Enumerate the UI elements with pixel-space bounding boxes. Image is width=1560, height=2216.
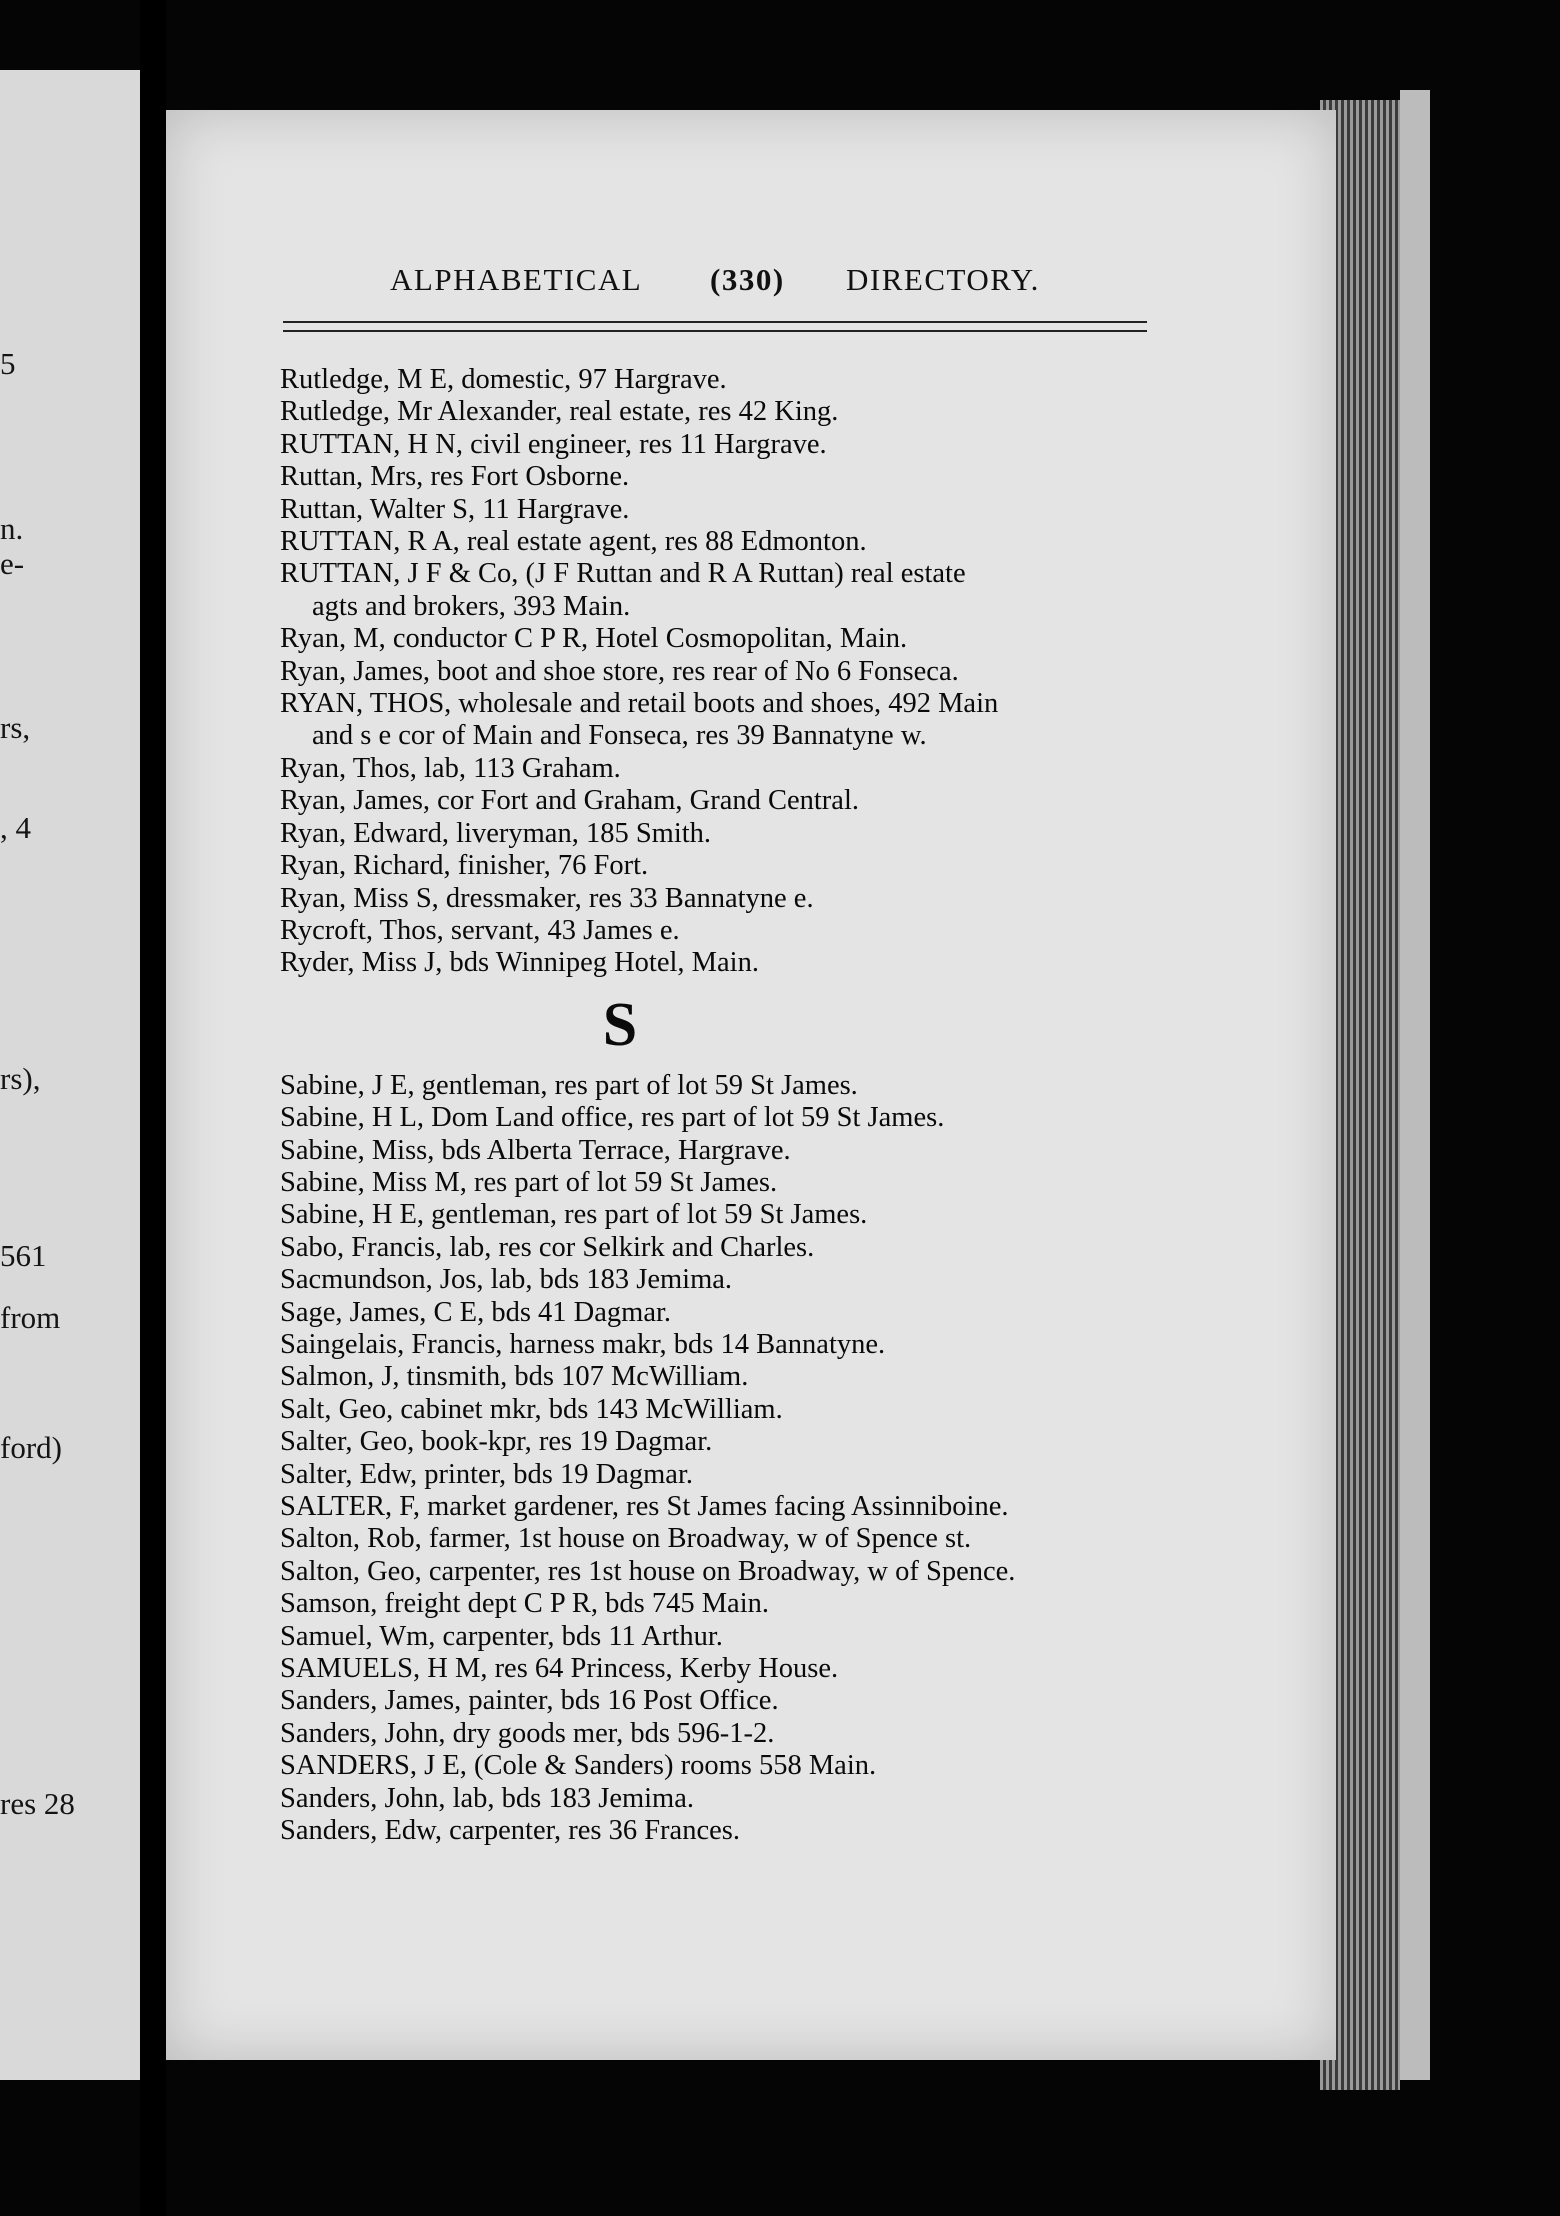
directory-entry: Sanders, John, lab, bds 183 Jemima. xyxy=(280,1782,695,1814)
directory-entry: Saingelais, Francis, harness makr, bds 14 Bannatyne. xyxy=(280,1328,886,1360)
header-rule xyxy=(283,321,1147,323)
left-page-fragment: rs), xyxy=(0,1061,41,1096)
directory-entry: Rycroft, Thos, servant, 43 James e. xyxy=(280,914,680,946)
directory-entry: RYAN, THOS, wholesale and retail boots and shoes, 492 Main xyxy=(280,688,999,720)
directory-entry: RUTTAN, R A, real estate agent, res 88 Edmonton. xyxy=(280,526,867,558)
section-letter: S xyxy=(602,990,638,1059)
directory-entry: RUTTAN, H N, civil engineer, res 11 Hargrave. xyxy=(280,428,827,460)
directory-entry: Sanders, James, painter, bds 16 Post Office. xyxy=(280,1685,779,1717)
directory-entry: Rutledge, M E, domestic, 97 Hargrave. xyxy=(280,364,727,395)
directory-entry: Salmon, J, tinsmith, bds 107 McWilliam. xyxy=(280,1361,749,1393)
directory-entry: Salton, Rob, farmer, 1st house on Broadway, w of Spence st. xyxy=(280,1523,972,1555)
header-title-right: DIRECTORY. xyxy=(846,262,1040,297)
directory-entry: Samson, freight dept C P R, bds 745 Main. xyxy=(280,1588,769,1620)
left-page-fragment: rs, xyxy=(0,710,31,745)
book-gutter xyxy=(140,0,166,2216)
directory-entry: Ryan, Thos, lab, 113 Graham. xyxy=(280,752,621,784)
directory-entry: SAMUELS, H M, res 64 Princess, Kerby House. xyxy=(280,1653,839,1685)
left-page xyxy=(0,70,140,2080)
directory-entry: Ruttan, Walter S, 11 Hargrave. xyxy=(280,493,630,525)
directory-entry: Sage, James, C E, bds 41 Dagmar. xyxy=(280,1296,672,1328)
header-rule xyxy=(283,330,1147,332)
directory-entry: Ryan, M, conductor C P R, Hotel Cosmopolitan, Main. xyxy=(280,623,908,655)
directory-entry: Sanders, John, dry goods mer, bds 596-1-2. xyxy=(280,1717,775,1749)
directory-entry: Sabine, Miss, bds Alberta Terrace, Hargrave. xyxy=(280,1134,791,1166)
directory-entry: Samuel, Wm, carpenter, bds 11 Arthur. xyxy=(280,1620,723,1652)
left-page-fragment: from xyxy=(0,1300,61,1335)
directory-entry: Sabine, H L, Dom Land office, res part of lot 59 St James. xyxy=(280,1102,945,1134)
directory-entry: Salton, Geo, carpenter, res 1st house on Broadway, w of Spence. xyxy=(280,1555,1016,1587)
directory-entry: Sacmundson, Jos, lab, bds 183 Jemima. xyxy=(280,1264,733,1296)
directory-entry-continuation: and s e cor of Main and Fonseca, res 39 Bannatyne w. xyxy=(312,720,927,752)
header-title-left: ALPHABETICAL xyxy=(390,262,643,297)
directory-entry: Sanders, Edw, carpenter, res 36 Frances. xyxy=(280,1815,740,1847)
directory-entries xyxy=(280,364,1180,1847)
directory-entry-continuation: agts and brokers, 393 Main. xyxy=(312,590,631,622)
left-page-fragment: 561 xyxy=(0,1238,47,1273)
directory-entry: SALTER, F, market gardener, res St James facing Assinniboine. xyxy=(280,1491,1009,1522)
left-page-fragment: res 28 xyxy=(0,1786,75,1821)
directory-entry: Salter, Geo, book-kpr, res 19 Dagmar. xyxy=(280,1426,713,1458)
directory-entry: Salter, Edw, printer, bds 19 Dagmar. xyxy=(280,1458,693,1490)
entries-r-section xyxy=(280,364,1180,980)
directory-entry: RUTTAN, J F & Co, (J F Ruttan and R A Ruttan) real estate xyxy=(280,558,966,590)
left-page-fragment: e- xyxy=(0,546,25,581)
directory-entry: Sabine, H E, gentleman, res part of lot 59 St James. xyxy=(280,1199,868,1231)
directory-entry: Ryan, Edward, liveryman, 185 Smith. xyxy=(280,817,712,849)
directory-entry: Ruttan, Mrs, res Fort Osborne. xyxy=(280,461,630,493)
entries-s-section xyxy=(280,1070,1180,1848)
directory-entry: Ryan, Richard, finisher, 76 Fort. xyxy=(280,850,649,882)
directory-entry: Sabine, J E, gentleman, res part of lot 59 St James. xyxy=(280,1069,858,1101)
directory-entry: Ryder, Miss J, bds Winnipeg Hotel, Main. xyxy=(280,947,759,979)
directory-entry: Sabine, Miss M, res part of lot 59 St James. xyxy=(280,1166,778,1198)
directory-entry: Ryan, Miss S, dressmaker, res 33 Bannatyne e. xyxy=(280,882,814,914)
directory-entry: Ryan, James, boot and shoe store, res rear of No 6 Fonseca. xyxy=(280,655,959,687)
directory-entry: Salt, Geo, cabinet mkr, bds 143 McWilliam. xyxy=(280,1393,783,1425)
directory-entry: Ryan, James, cor Fort and Graham, Grand Central. xyxy=(280,785,859,817)
directory-entry: Rutledge, Mr Alexander, real estate, res 42 King. xyxy=(280,396,839,428)
left-page-fragment: 5 xyxy=(0,346,16,381)
left-page-fragment: n. xyxy=(0,511,24,546)
directory-entry: SANDERS, J E, (Cole & Sanders) rooms 558 Main. xyxy=(280,1750,877,1782)
left-page-fragment: , 4 xyxy=(0,810,31,845)
page-stack-edge xyxy=(1400,90,1430,2080)
page-number: (330) xyxy=(710,262,785,297)
directory-entry: Sabo, Francis, lab, res cor Selkirk and Charles. xyxy=(280,1231,815,1263)
left-page-fragment: ford) xyxy=(0,1430,62,1465)
